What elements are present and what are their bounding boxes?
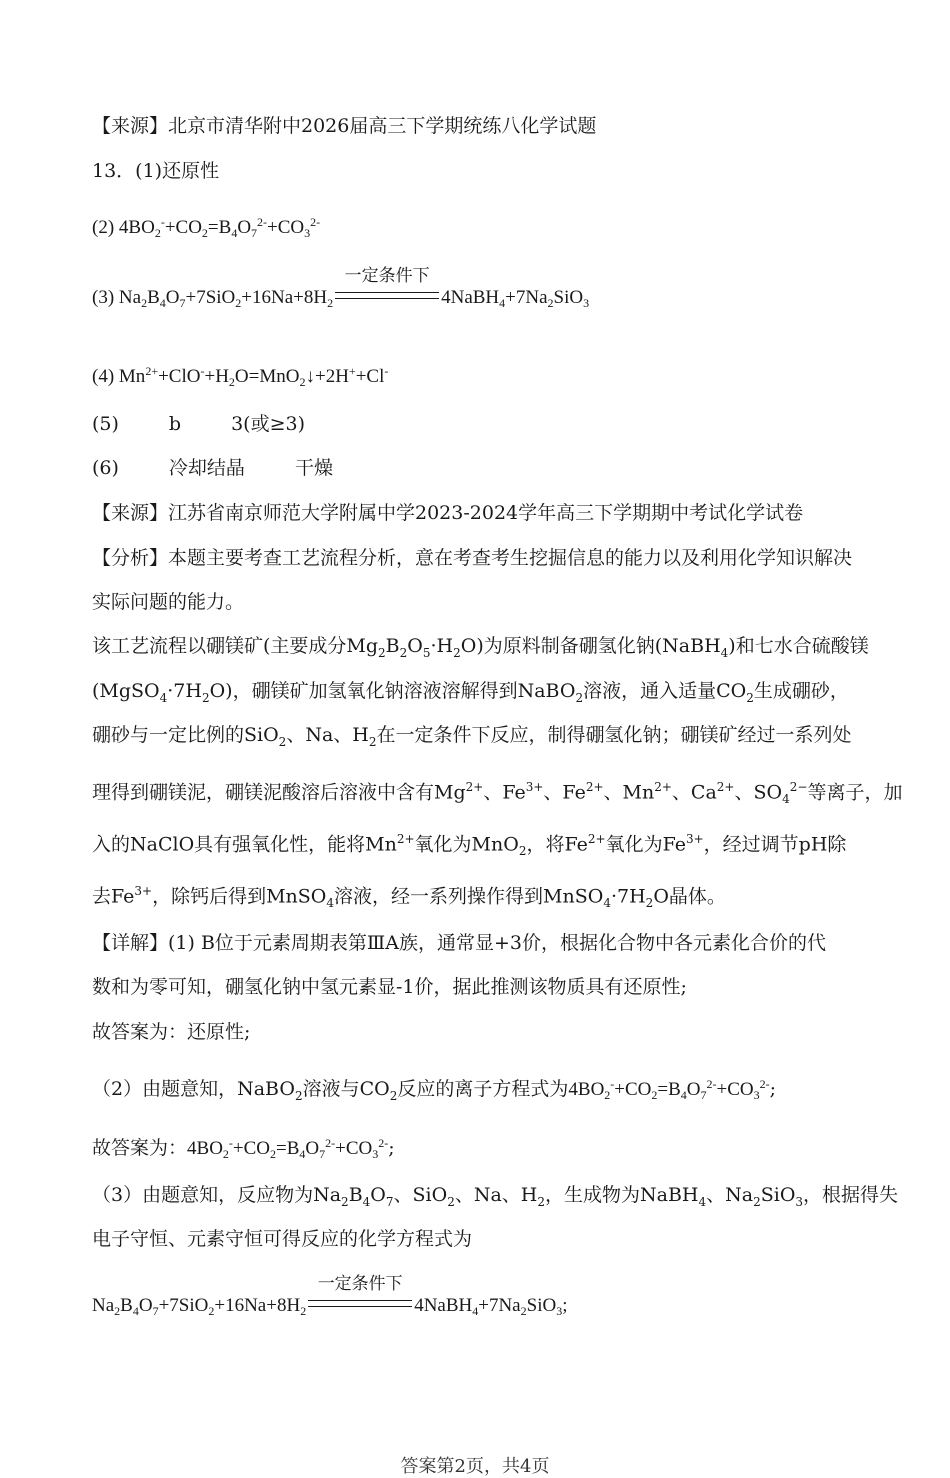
analysis-line-2: 实际问题的能力。 <box>92 591 245 613</box>
answer-statement-1: 故答案为：还原性; <box>92 1021 251 1043</box>
answer-5-value-1: b <box>168 413 182 435</box>
analysis-line-6: 理得到硼镁泥，硼镁泥酸溶后溶液中含有$Mg^{2+}$、$Fe^{3+}$、$Fe^{2+}$、$Mn^{2+}$、$Ca^{2+}$、$SO_4^{2-}$等离子，加 <box>92 780 903 807</box>
reaction-condition-arrow-2 <box>306 1274 414 1320</box>
source-line-2: 【来源】江苏省南京师范大学附属中学2023-2024学年高三下学期期中考试化学试卷 <box>92 502 804 524</box>
reaction-condition-text: 一定条件下 <box>344 266 430 285</box>
answer-4-equation: (4) $Mn^{2+}+ClO^-+H_2O=MnO_2↓+2H^++Cl^-$ <box>92 364 389 389</box>
answer-5 <box>92 410 884 438</box>
detail-3-line-2: 电子守恒、元素守恒可得反应的化学方程式为 <box>92 1228 473 1250</box>
analysis-line-1: 【分析】本题主要考查工艺流程分析，意在考查考生挖掘信息的能力以及利用化学知识解决 <box>92 547 853 569</box>
analysis-line-4: $(MgSO_4\cdot 7H_2O)$，硼镁矿加氢氧化钠溶液溶解得到NaBO$_2$溶液，通入适量$CO_2$生成硼砂， <box>92 680 849 705</box>
answer-3-label: (3) <box>92 287 115 308</box>
answer-6-value-2: 干燥 <box>294 457 333 479</box>
detail-3-equation: $Na_2B_4O_7+7SiO_2+16Na+8H_2$ 一定条件下 $4NaBH_4+7Na_2SiO_3$; <box>92 1292 884 1325</box>
answer-13-1: 13．(1)还原性 <box>92 160 220 182</box>
answer-statement-2: 故答案为：$4BO_2^-+CO_2=B_4O_7^{2-}+CO_3^{2-}$; <box>92 1136 395 1161</box>
reaction-condition-text-2: 一定条件下 <box>317 1274 403 1293</box>
detail-line-1: 【详解】(1) B位于元素周期表第ⅢA族，通常显+3价，根据化合物中各元素化合价的代 <box>92 932 826 954</box>
answer-2-label: (2) <box>92 217 115 238</box>
analysis-line-7: 入的NaClO具有强氧化性，能将$Mn^{2+}$氧化为MnO$_2$，将$Fe^{2+}$氧化为$Fe^{3+}$，经过调节pH除 <box>92 832 847 859</box>
detail-line-2: 数和为零可知，硼氢化钠中氢元素显-1价，据此推测该物质具有还原性; <box>92 976 687 998</box>
detail-3-line-1: （3）由题意知，反应物为$Na_2B_4O_7$、SiO$_2$、Na、$H_2$，生成物为NaBH$_4$、$Na_2SiO_3$，根据得失 <box>92 1184 899 1209</box>
answer-5-value-2: 3(或≥3) <box>231 413 306 435</box>
answer-4-label: (4) <box>92 366 115 387</box>
answer-3-equation: (3) $Na_2B_4O_7+7SiO_2+16Na+8H_2$ 一定条件下 $4NaBH_4+7Na_2SiO_3$ <box>92 284 884 317</box>
detail-2-line: （2）由题意知，NaBO$_2$溶液与$CO_2$反应的离子方程式为$4BO_2^-+CO_2=B_4O_7^{2-}+CO_3^{2-}$; <box>92 1077 777 1103</box>
analysis-line-3: 该工艺流程以硼镁矿(主要成分$Mg_2B_2O_5\cdot H_2O$)为原料制备硼氢化钠(NaBH$_4$)和七水合硫酸镁 <box>92 635 869 660</box>
answer-5-label: (5) <box>92 413 119 435</box>
page-footer: 答案第2页，共4页 <box>400 1456 550 1477</box>
answer-6-value-1: 冷却结晶 <box>168 457 245 479</box>
source-line-1: 【来源】北京市清华附中2026届高三下学期统练八化学试题 <box>92 115 597 137</box>
reaction-condition-arrow <box>333 266 441 312</box>
answer-6 <box>92 454 884 482</box>
answer-2-equation: (2) $4BO_2^-+CO_2=B_4O_7^{2-}+CO_3^{2-}$ <box>92 215 321 240</box>
analysis-line-8: 去$Fe^{3+}$，除钙后得到MnSO$_4$溶液，经一系列操作得到$MnSO_4\cdot 7H_2O$晶体。 <box>92 884 726 911</box>
answer-6-label: (6) <box>92 457 119 479</box>
analysis-line-5: 硼砂与一定比例的SiO$_2$、Na、$H_2$在一定条件下反应，制得硼氢化钠；硼镁矿经过一系列处 <box>92 724 852 749</box>
